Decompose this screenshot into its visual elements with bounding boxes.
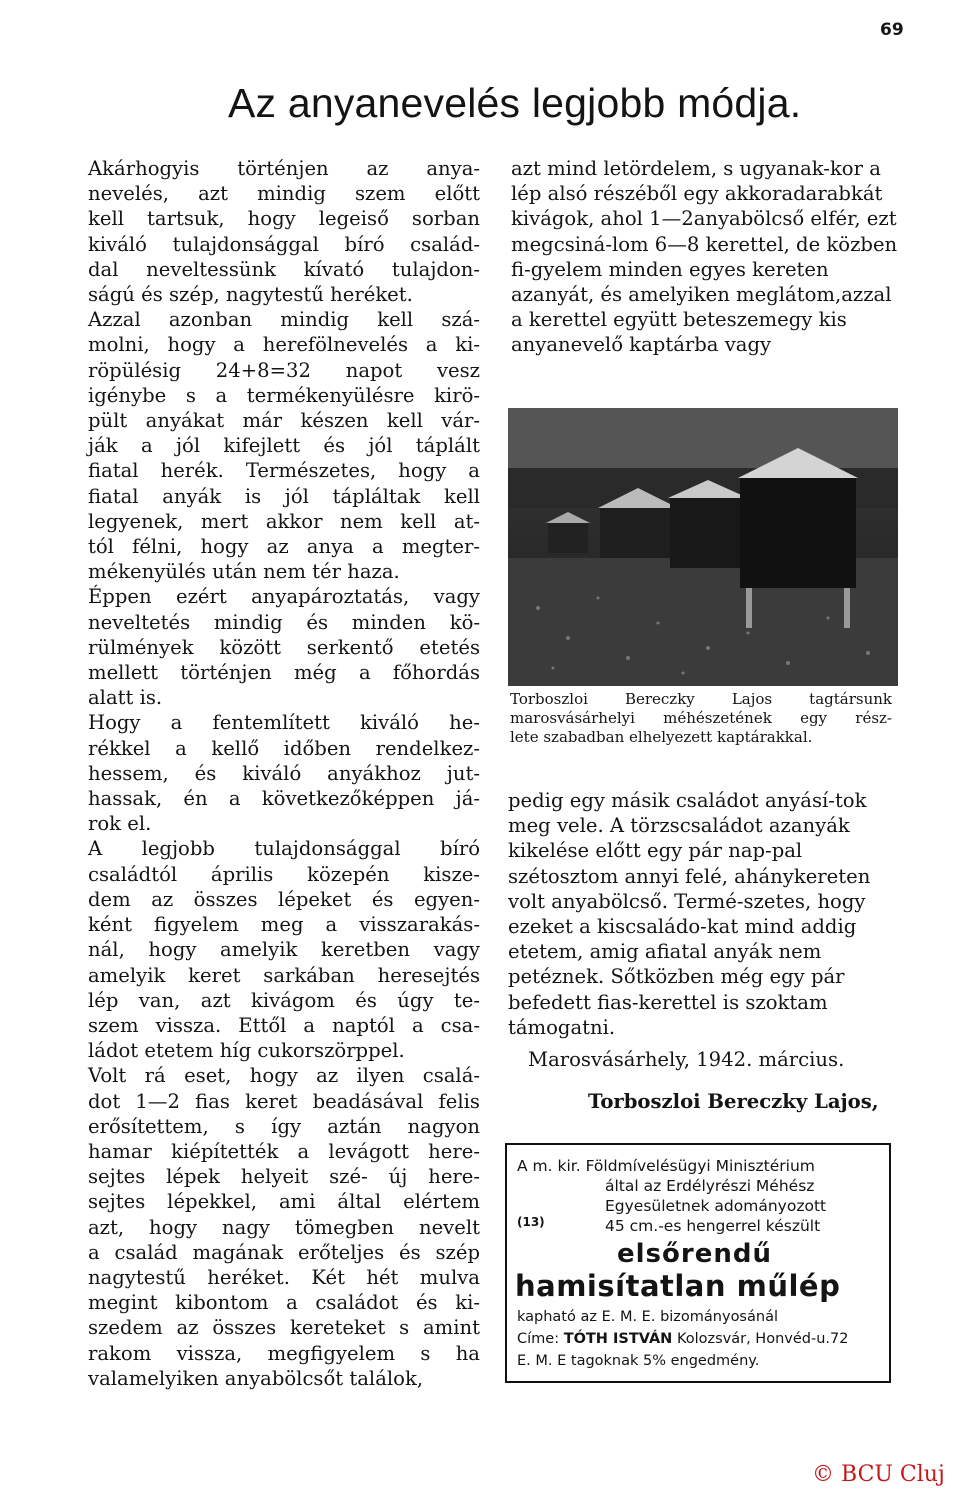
text-line: szetes, hogy ezeket a kiscsaládo- [508, 889, 866, 939]
text-line: A legjobb tulajdonsággal bíró [88, 837, 480, 861]
text-line: anyák kikelése előtt egy pár nap- [508, 814, 850, 863]
text-line: pedig egy másik családot anyásí- [508, 789, 835, 812]
text-line: közben még egy pár befedett fias- [508, 965, 845, 1014]
text-line: tok meg vele. A törzscsaládot az [508, 789, 867, 838]
ad-address-rest: Kolozsvár, Honvéd-u.72 [676, 1331, 849, 1347]
text-line: amelyik keret sarkában heresejtés [88, 963, 480, 987]
text-line: darabkát kivágok, ahol 1—2 [511, 182, 883, 231]
text-line: legyenek, mert akkor nem kell at- [88, 509, 480, 533]
copyright-watermark: © BCU Cluj [812, 1462, 945, 1487]
text-line: kor a lép alsó részéből egy akkora [511, 157, 881, 206]
ad-address [517, 1331, 848, 1347]
text-line: mellett történjen még a főhordás [88, 661, 480, 685]
text-line: családtól április közepén kisze- [88, 862, 480, 886]
text-line: ságú és szép, nagytestű heréket. [88, 283, 413, 307]
left-column [88, 156, 480, 1391]
advertisement-box [505, 1143, 891, 1383]
author-signature: Torboszloi Bereczky Lajos, [588, 1090, 879, 1113]
text-line: rakom vissza, megfigyelem s ha [88, 1341, 480, 1365]
text-line: erősítettem, s így aztán nagyon [88, 1114, 480, 1138]
apiary-photo [508, 408, 898, 686]
text-line: Azzal azonban mindig kell szá- [88, 308, 480, 332]
text-line: nevelés, azt mindig szem előtt [88, 182, 480, 206]
ad-discount: E. M. E tagoknak 5% engedmény. [517, 1353, 760, 1369]
ad-line: Egyesületnek adományozott [605, 1197, 827, 1215]
text-line: megint kibontom a családot és ki- [88, 1291, 480, 1315]
text-line: lom 6—8 kerettel, de közben fi- [511, 232, 898, 281]
ad-address-name: TÓTH ISTVÁN [563, 1331, 673, 1347]
text-line: Akárhogyis történjen az anya- [88, 157, 480, 180]
text-line: neveltetés mindig és minden kö- [88, 610, 480, 634]
text-line: kiváló tulajdonsággal bíró család- [88, 232, 480, 256]
text-line: hessem, és kiváló anyákhoz jut- [88, 761, 480, 785]
text-line: alatt is. [88, 686, 163, 710]
text-line: nagytestű heréket. Két hét mulva [88, 1265, 480, 1289]
text-line: lép van, azt kivágom és úgy te- [88, 988, 480, 1012]
text-line: azt mind letördelem, s ugyanak- [511, 157, 830, 180]
text-line: Torboszloi Bereczky Lajos tagtársunk [510, 690, 892, 708]
right-column-bottom [508, 788, 892, 1040]
text-line: dal neveltessünk kívató tulajdon- [88, 257, 480, 281]
text-line: tól félni, hogy az anya a megter- [88, 535, 480, 559]
text-line: kereten volt anyabölcső. Termé- [508, 864, 871, 913]
ad-line: által az Erdélyrészi Méhész [605, 1177, 815, 1195]
text-line: dot 1—2 fias keret beadásával felis [88, 1089, 480, 1113]
apiary-photo-graphic [508, 408, 898, 686]
text-line: fiatal anyák is jól tápláltak kell [88, 484, 480, 508]
text-line: kat mind addig etetem, amig a [508, 915, 857, 964]
page-number: 69 [880, 20, 904, 40]
text-line: molni, hogy a herefölnevelés a ki- [88, 333, 480, 357]
text-line: ják a jól kifejlett és jól táplált [88, 434, 480, 458]
text-line: nál, hogy amelyik keretben vagy [88, 938, 480, 962]
text-line: pült anyákat már készen kell vár- [88, 409, 480, 433]
ad-line: A m. kir. Földmívelésügyi Minisztérium [517, 1157, 815, 1175]
text-line: Volt rá eset, hogy az ilyen csalá- [88, 1064, 480, 1088]
text-line: fiatal herék. Természetes, hogy a [88, 459, 480, 483]
text-line: pal szétosztom annyi felé, ahány [508, 839, 803, 888]
ad-headline: elsőrendű [617, 1239, 772, 1269]
text-line: anyát, és amelyiken meglátom, [533, 283, 842, 307]
text-line: Hogy a fentemlített kiváló he- [88, 711, 480, 735]
text-line: marosvásárhelyi méhészetének egy rész- [510, 709, 892, 727]
text-line: lete szabadban elhelyezett kaptárakkal. [510, 728, 813, 746]
text-line: szedem az összes kereteket s amint [88, 1316, 480, 1340]
text-line: azzal a kerettel együtt beteszem [511, 283, 892, 332]
text-line: valamelyiken anyabölcsőt találok, [88, 1366, 424, 1390]
text-line: a család magának erőteljes és szép [88, 1240, 480, 1264]
text-line: sejtes lépek helyeit szé- új here- [88, 1165, 480, 1189]
text-line: kerettel is szoktam támogatni. [508, 990, 828, 1039]
place-date: Marosvásárhely, 1942. március. [528, 1048, 845, 1071]
text-line: hamar kiépítették a levágott here- [88, 1139, 480, 1163]
text-line: rülmények között serkentő etetés [88, 635, 480, 659]
text-line: azt, hogy nagy tömegben nevelt [88, 1215, 480, 1239]
text-line: sejtes lépekkel, ami által elértem [88, 1190, 480, 1214]
text-line: anyabölcső elfér, ezt megcsiná- [511, 207, 897, 256]
photo-caption [510, 690, 892, 747]
text-line: dem az összes lépeket és egyen- [88, 887, 480, 911]
ad-number: (13) [517, 1215, 545, 1229]
right-column-top [511, 156, 899, 358]
text-line: ládot etetem híg cukorszörppel. [88, 1039, 405, 1063]
text-line: mékenyülés után nem tér haza. [88, 560, 400, 584]
ad-line: 45 cm.-es hengerrel készült [605, 1217, 821, 1235]
ad-headline: hamisítatlan műlép [515, 1269, 841, 1303]
text-line: röpülésig 24+8=32 napot vesz [88, 358, 480, 382]
text-line: rékkel a kellő időben rendelkez- [88, 736, 480, 760]
text-line: fiatal anyák nem petéznek. Sőt [508, 940, 822, 989]
text-line: Éppen ezért anyapároztatás, vagy [88, 585, 480, 609]
text-line: kell tartsuk, hogy legeiső sorban [88, 207, 480, 231]
text-line: ként figyelem meg a visszarakás- [88, 913, 480, 937]
text-line: hassak, én a következőképpen já- [88, 787, 480, 811]
text-line: egy kis anyanevelő kaptárba vagy [511, 308, 847, 357]
text-line: szem vissza. Ettől a naptól a csa- [88, 1013, 480, 1037]
ad-line: kapható az E. M. E. bizományosánál [517, 1309, 778, 1325]
text-line: igénybe s a termékenyülésre kirö- [88, 383, 480, 407]
article-title: Az anyanevelés legjobb módja. [228, 80, 802, 126]
text-line: gyelem minden egyes kereten az [511, 257, 829, 307]
ad-address-prefix: Címe: [517, 1331, 560, 1347]
text-line: rok el. [88, 812, 152, 836]
